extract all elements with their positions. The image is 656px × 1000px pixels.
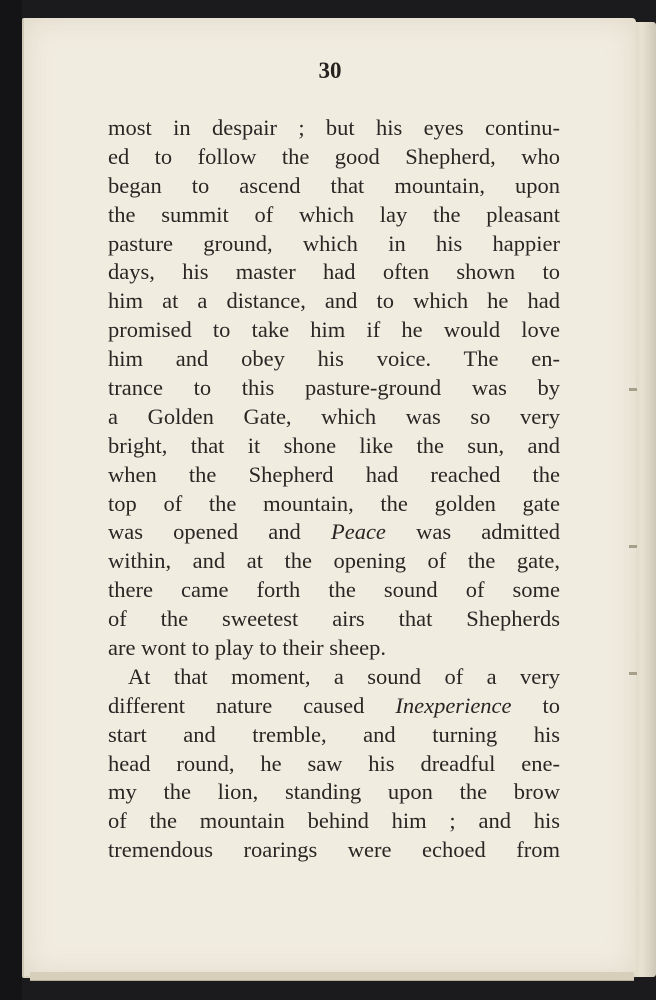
page-bottom-edge: [30, 972, 634, 981]
text-line: of the mountain behind him ; and his: [108, 808, 560, 834]
text-line: when the Shepherd had reached the: [108, 461, 560, 487]
text-line: within, and at the opening of the gate,: [108, 548, 560, 574]
italic-word: Inexperience: [395, 692, 512, 718]
page-number: 30: [318, 58, 342, 83]
text-line: At that moment, a sound of a very: [128, 663, 560, 689]
text-line: him at a distance, and to which he had: [108, 288, 560, 314]
text-line: head round, he saw his dreadful ene-: [108, 750, 560, 776]
text-line: him and obey his voice. The en-: [108, 346, 560, 372]
text-line: tremendous roarings were echoed from: [108, 837, 560, 863]
text-line: my the lion, standing upon the brow: [108, 779, 560, 805]
text-line: the summit of which lay the pleasant: [108, 201, 560, 227]
text-line: ed to follow the good Shepherd, who: [108, 143, 560, 169]
book-page: [22, 18, 636, 978]
text-line: are wont to play to their sheep.: [108, 635, 387, 661]
spine-shadow: [0, 0, 22, 1000]
text-line: bright, that it shone like the sun, and: [108, 432, 560, 458]
page-fold-mark: [629, 388, 637, 391]
text-line: promised to take him if he would love: [108, 317, 560, 343]
text-line: pasture ground, which in his happier: [108, 230, 560, 256]
page-fold-mark: [629, 545, 637, 548]
italic-word: Peace: [330, 519, 386, 545]
text-line: most in despair ; but his eyes continu-: [108, 115, 560, 140]
text-segment: was admitted: [385, 519, 560, 545]
text-segment: to: [511, 692, 560, 718]
text-line: days, his master had often shown to: [108, 259, 560, 285]
text-line: a Golden Gate, which was so very: [108, 403, 560, 429]
page-text: [108, 114, 560, 865]
text-segment: was opened and: [108, 519, 331, 545]
text-line: trance to this pasture-ground was by: [108, 375, 560, 401]
text-line: [108, 518, 560, 547]
text-line: start and tremble, and turning his: [108, 721, 560, 747]
text-line: top of the mountain, the golden gate: [108, 490, 560, 516]
page-fold-mark: [629, 672, 637, 675]
text-segment: different nature caused: [108, 692, 396, 718]
text-line: of the sweetest airs that Shepherds: [108, 606, 560, 632]
text-line: [108, 692, 560, 721]
text-line: began to ascend that mountain, upon: [108, 172, 560, 198]
text-line: there came forth the sound of some: [108, 577, 560, 603]
